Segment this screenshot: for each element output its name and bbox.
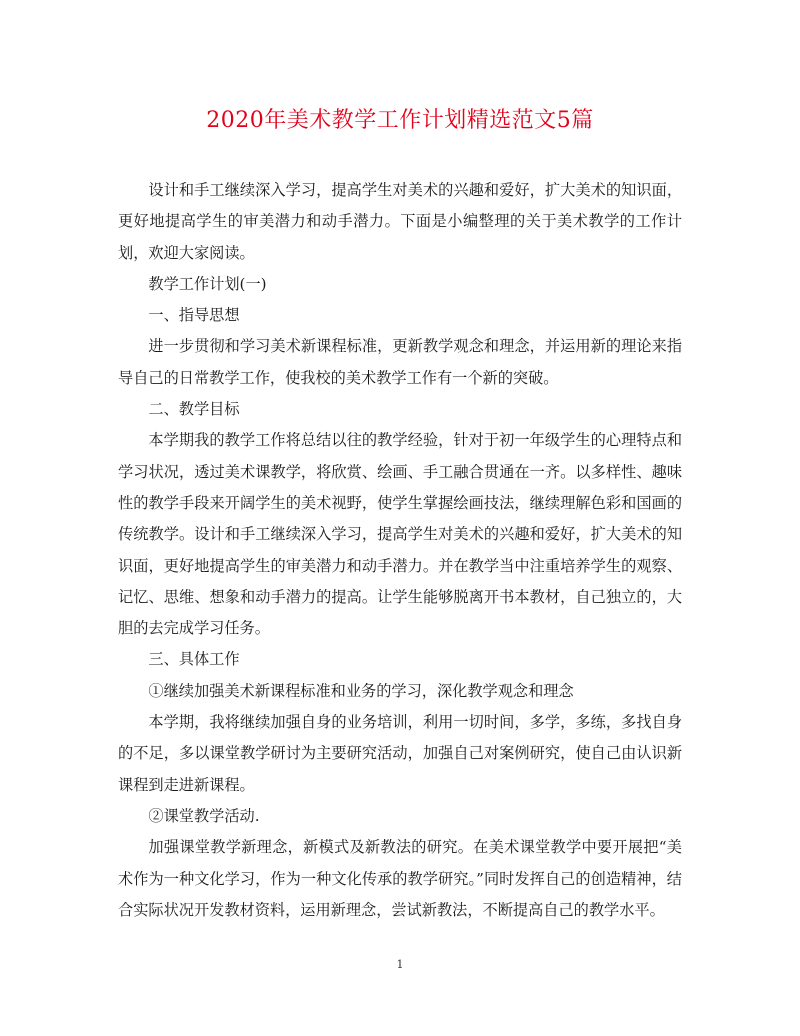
document-body bbox=[118, 175, 682, 926]
paragraph-guiding-thought: 进一步贯彻和学习美术新课程标准，更新教学观念和理念，并运用新的理论来指导自己的日常教学工作，使我校的美术教学工作有一个新的突破。 bbox=[118, 337, 682, 387]
section-heading-guiding-thought: 一、指导思想 bbox=[148, 306, 240, 325]
paragraph-intro: 设计和手工继续深入学习，提高学生对美术的兴趣和爱好，扩大美术的知识面，更好地提高学生的审美潜力和动手潜力。下面是小编整理的关于美术教学的工作计划，欢迎大家阅读。 bbox=[118, 181, 682, 262]
section-heading-specific-work: 三、具体工作 bbox=[148, 650, 240, 669]
subheading-standards-study: ①继续加强美术新课程标准和业务的学习，深化教学观念和理念 bbox=[148, 681, 574, 700]
page-number: 1 bbox=[396, 958, 404, 971]
section-heading-teaching-goals: 二、教学目标 bbox=[148, 400, 240, 419]
paragraph-standards-study: 本学期，我将继续加强自身的业务培训，利用一切时间，多学，多练，多找自身的不足，多以课堂教学研讨为主要研究活动，加强自己对案例研究，使自己由认识新课程到走进新课程。 bbox=[118, 713, 682, 794]
subheading-classroom-activities: ②课堂教学活动. bbox=[148, 806, 260, 825]
document-title: 2020年美术教学工作计划精选范文5篇 bbox=[206, 108, 594, 133]
paragraph-plan-heading: 教学工作计划(一) bbox=[148, 274, 267, 293]
paragraph-teaching-goals: 本学期我的教学工作将总结以往的教学经验，针对于初一年级学生的心理特点和学习状况，透过美术课教学，将欣赏、绘画、手工融合贯通在一齐。以多样性、趣味性的教学手段来开阔学生的美术视野，使学生掌握绘画技法，继续理解色彩和国画的传统教学。设计和手工继续深入学习，提高学生对美术的兴趣和爱好，扩大美术的知识面，更好地提高学生的审美潜力和动手潜力。并在教学当中注重培养学生的观察、记忆、思维、想象和动手潜力的提高。让学生能够脱离开书本教材，自己独立的，大胆的去完成学习任务。 bbox=[118, 431, 682, 638]
paragraph-classroom-activities: 加强课堂教学新理念，新模式及新教法的研究。在美术课堂教学中要开展把“美术作为一种文化学习，作为一种文化传承的教学研究。”同时发挥自己的创造精神，结合实际状况开发教材资料，运用新理念，尝试新教法，不断提高自己的教学水平。 bbox=[118, 838, 682, 919]
